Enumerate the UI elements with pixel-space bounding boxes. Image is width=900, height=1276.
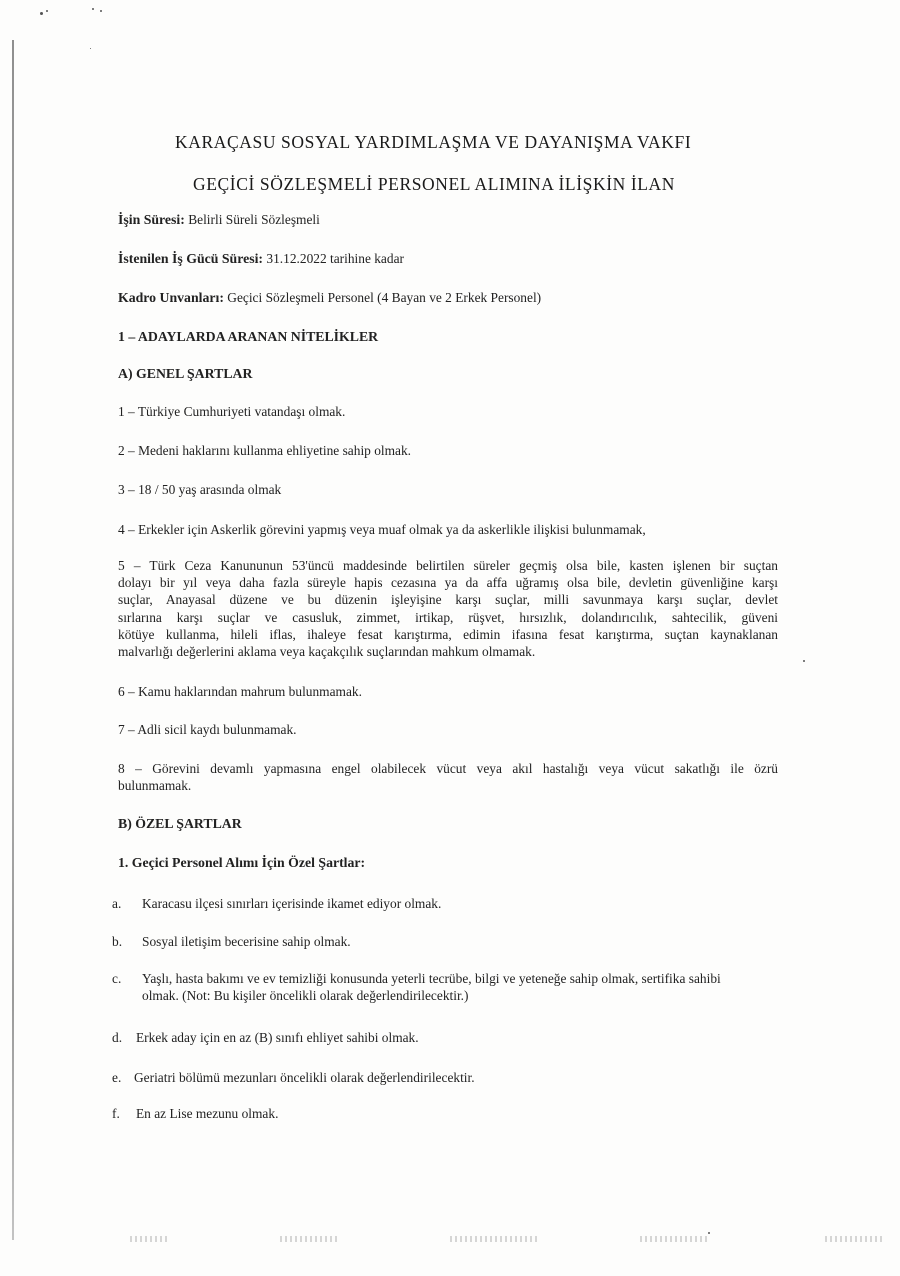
document-title: KARAÇASU SOSYAL YARDIMLAŞMA VE DAYANIŞMA VAKFI xyxy=(175,132,692,152)
general-conditions-heading: A) GENEL ŞARTLAR xyxy=(118,366,253,381)
general-item-3: 3 – 18 / 50 yaş arasında olmak xyxy=(118,482,282,497)
item-text: Geriatri bölümü mezunları öncelikli olarak değerlendirilecektir. xyxy=(134,1070,475,1085)
scan-noise xyxy=(825,1236,885,1242)
work-duration-value: Belirli Süreli Sözleşmeli xyxy=(188,212,320,227)
item-text: Erkek aday için en az (B) sınıfı ehliyet sahibi olmak. xyxy=(136,1030,419,1045)
paragraph-line: suçlar, Anayasal düzene ve bu düzenin işleyişine karşı suçlar, milli savunmaya karşı suçlar, devlet xyxy=(118,592,778,608)
special-item-b xyxy=(112,934,351,950)
item-text: Sosyal iletişim becerisine sahip olmak. xyxy=(142,934,351,949)
workforce-duration xyxy=(118,251,404,267)
paragraph-line: dolayı bir yıl veya daha fazla süreyle hapis cezasına ya da affa uğramış olsa bile, devletin güvenliğine karşı xyxy=(118,575,778,591)
work-duration-label: İşin Süresi: xyxy=(118,212,185,227)
paragraph-line: malvarlığı değerlerini aklama veya kaçakçılık suçlarından mahkum olmamak. xyxy=(118,644,536,660)
special-item-c xyxy=(112,970,778,1004)
special-item-d xyxy=(112,1030,419,1046)
general-item-1: 1 – Türkiye Cumhuriyeti vatandaşı olmak. xyxy=(118,404,346,419)
general-item-4: 4 – Erkekler için Askerlik görevini yapmış veya muaf olmak ya da askerlikle ilişkisi bulunmamak, xyxy=(118,522,646,537)
item-label: b. xyxy=(112,934,123,949)
position-titles-label: Kadro Unvanları: xyxy=(118,290,224,305)
item-label: e. xyxy=(112,1070,122,1085)
general-item-7: 7 – Adli sicil kaydı bulunmamak. xyxy=(118,722,297,737)
general-item-8 xyxy=(118,760,778,794)
scan-edge-shadow xyxy=(12,40,14,1240)
special-item-f xyxy=(112,1106,278,1122)
position-titles xyxy=(118,290,541,306)
special-subheading: 1. Geçici Personel Alımı İçin Özel Şartlar: xyxy=(118,855,366,870)
scan-noise xyxy=(640,1236,710,1242)
paragraph-line: 5 – Türk Ceza Kanununun 53'üncü maddesinde belirtilen süreler geçmiş olsa bile, kasten işlenen bir suçtan xyxy=(118,558,778,573)
item-text: En az Lise mezunu olmak. xyxy=(136,1106,279,1121)
general-item-5 xyxy=(118,557,778,660)
workforce-duration-label: İstenilen İş Gücü Süresi: xyxy=(118,251,264,266)
item-text: Yaşlı, hasta bakımı ve ev temizliği konusunda yeterli tecrübe, bilgi ve yeteneğe sahip olmak, sertifika sahibi xyxy=(142,971,721,986)
item-text: olmak. (Not: Bu kişiler öncelikli olarak değerlendirilecektir.) xyxy=(142,988,469,1004)
special-conditions-heading: B) ÖZEL ŞARTLAR xyxy=(118,816,242,831)
workforce-duration-value: 31.12.2022 tarihine kadar xyxy=(266,251,404,266)
paragraph-line: sırlarına karşı suçlar ve casusluk, zimmet, irtikap, rüşvet, hırsızlık, dolandırıcılık, sahtecilik, güveni xyxy=(118,609,778,625)
item-text: Karacasu ilçesi sınırları içerisinde ikamet ediyor olmak. xyxy=(142,896,442,911)
special-item-a xyxy=(112,896,441,912)
item-label: a. xyxy=(112,896,122,911)
item-label: f. xyxy=(112,1106,120,1121)
scan-noise xyxy=(130,1236,170,1242)
section-heading: 1 – ADAYLARDA ARANAN NİTELİKLER xyxy=(118,329,379,344)
special-item-e xyxy=(112,1070,475,1086)
paragraph-line: bulunmamak. xyxy=(118,778,192,794)
position-titles-value: Geçici Sözleşmeli Personel (4 Bayan ve 2 Erkek Personel) xyxy=(227,290,542,305)
item-label: c. xyxy=(112,971,122,986)
scan-noise xyxy=(450,1236,540,1242)
work-duration xyxy=(118,212,320,228)
scan-noise xyxy=(280,1236,340,1242)
general-item-6: 6 – Kamu haklarından mahrum bulunmamak. xyxy=(118,684,362,699)
paragraph-line: 8 – Görevini devamlı yapmasına engel olabilecek vücut veya akıl hastalığı veya vücut sakatlığı ile özrü xyxy=(118,761,778,776)
paragraph-line: kötüye kullanma, hileli iflas, ihaleye fesat karıştırma, edimin ifasına fesat karıştırma, suçtan kaynaklanan xyxy=(118,626,778,642)
item-label: d. xyxy=(112,1030,123,1045)
document-subtitle: GEÇİCİ SÖZLEŞMELİ PERSONEL ALIMINA İLİŞKİN İLAN xyxy=(193,174,676,194)
item-text-block xyxy=(142,970,778,1004)
general-item-2: 2 – Medeni haklarını kullanma ehliyetine sahip olmak. xyxy=(118,443,412,458)
